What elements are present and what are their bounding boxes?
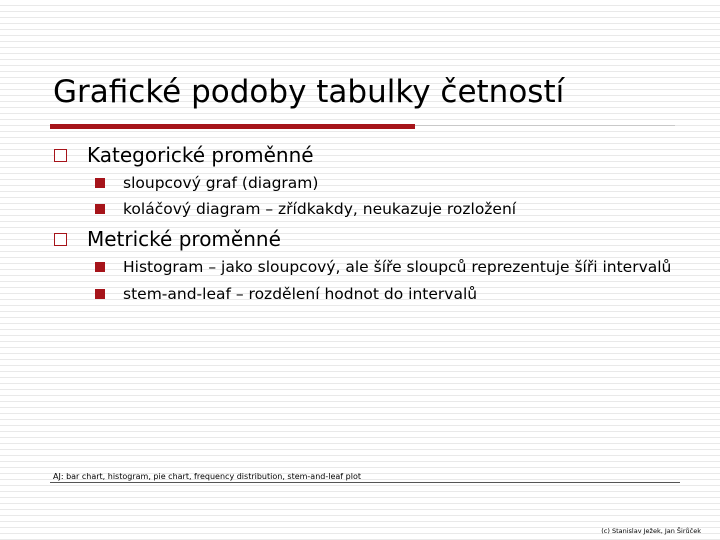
- subbullet-bar-chart: [95, 174, 318, 192]
- subbullet-pie-chart: [95, 200, 516, 218]
- subbullet-bar-chart-text: sloupcový graf (diagram): [123, 174, 319, 192]
- bullet-categorical: [54, 143, 314, 167]
- subbullet-stem-and-leaf-text: stem-and-leaf – rozdělení hodnot do intervalů: [123, 285, 478, 303]
- footnote-english-terms: AJ: bar chart, histogram, pie chart, frequency distribution, stem-and-leaf plot: [53, 472, 361, 481]
- subbullet-histogram: [95, 258, 671, 276]
- hollow-square-icon: [54, 233, 67, 246]
- filled-square-icon: [95, 289, 105, 299]
- title-underline-thin: [415, 125, 675, 126]
- slide-title: Grafické podoby tabulky četností: [53, 74, 565, 110]
- bullet-metric: [54, 227, 281, 251]
- filled-square-icon: [95, 178, 105, 188]
- subbullet-stem-and-leaf: [95, 285, 477, 303]
- subbullet-pie-chart-text: koláčový diagram – zřídkakdy, neukazuje rozložení: [123, 200, 517, 218]
- author-credit: (c) Stanislav Ježek, Jan Širůček: [601, 527, 701, 535]
- filled-square-icon: [95, 262, 105, 272]
- filled-square-icon: [95, 204, 105, 214]
- hollow-square-icon: [54, 149, 67, 162]
- subbullet-histogram-text: Histogram – jako sloupcový, ale šíře sloupců reprezentuje šíři intervalů: [123, 258, 672, 276]
- bullet-metric-label: Metrické proměnné: [87, 227, 281, 251]
- title-underline-accent: [50, 124, 415, 129]
- footnote-divider: [50, 482, 680, 483]
- bullet-categorical-label: Kategorické proměnné: [87, 143, 314, 167]
